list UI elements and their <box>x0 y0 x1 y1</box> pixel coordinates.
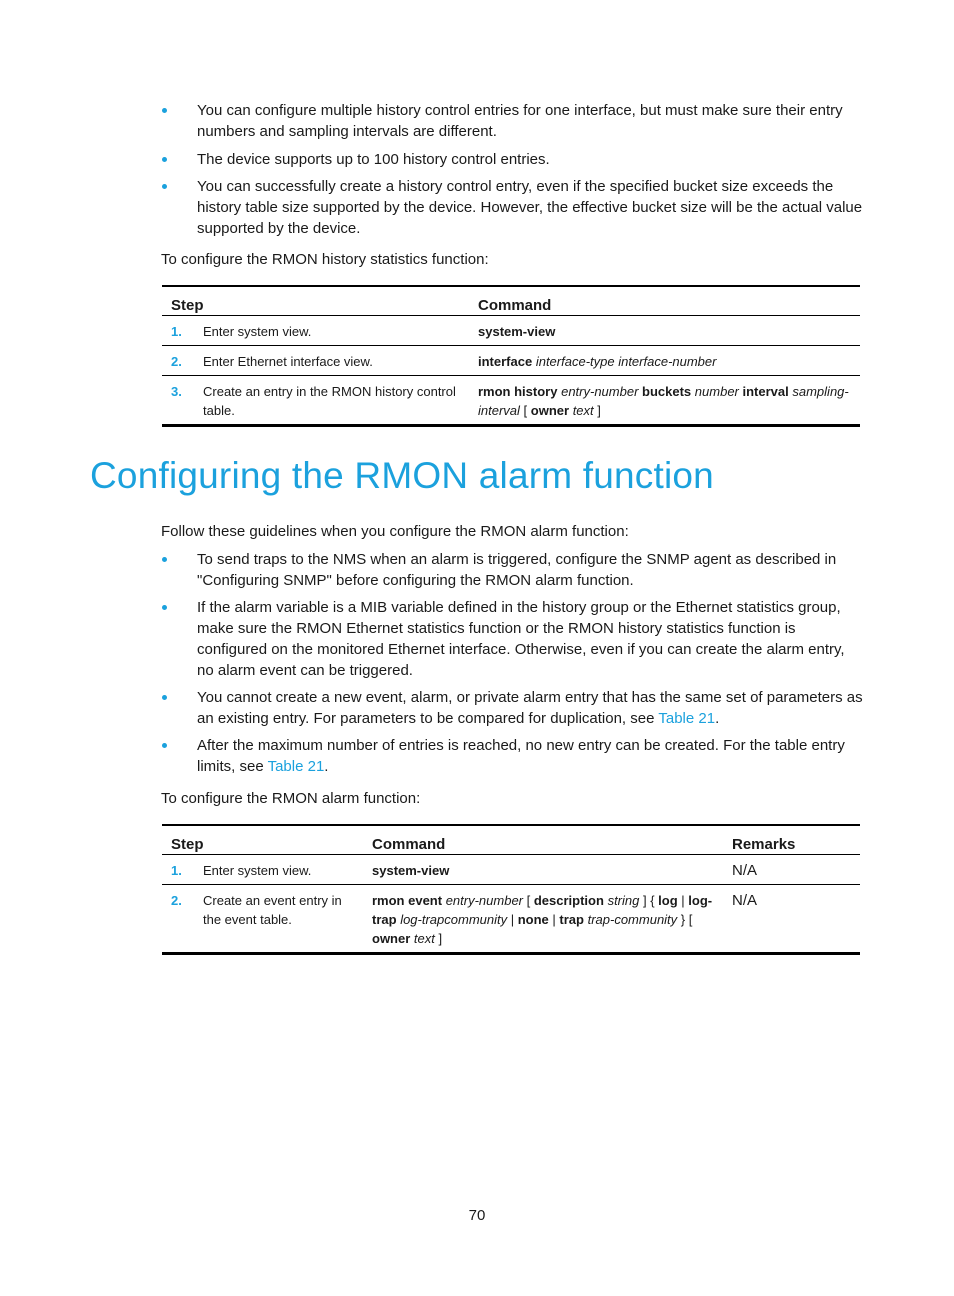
command-keyword: system-view <box>372 863 450 878</box>
command-punctuation: ] <box>434 931 443 946</box>
command-argument: entry-number <box>561 384 639 399</box>
list-item <box>161 735 864 777</box>
remarks-cell: N/A <box>723 885 860 954</box>
step <box>171 891 355 929</box>
alarm-config-table <box>162 824 860 955</box>
bullet-icon <box>162 605 167 610</box>
command-keyword: rmon history <box>478 384 558 399</box>
command-keyword: owner <box>372 931 411 946</box>
command-punctuation: ] <box>593 403 601 418</box>
command-cell <box>469 376 860 426</box>
command-cell <box>363 855 723 885</box>
command-keyword: log-trap <box>372 893 713 927</box>
list-item-text-end: . <box>715 710 720 727</box>
command-argument: sampling-interval <box>478 384 849 418</box>
list-item-text: If the alarm variable is a MIB variable defined in the history group or the Ethernet statistics group, make sure the RMON Ethernet statistics function or the RMON history statistics function is configured on the monitored Ethernet interface. Otherwise, even if you can create the alarm entry, no alarm event can be triggered. <box>197 599 845 679</box>
command-argument: text <box>413 931 435 946</box>
list-item-text: To send traps to the NMS when an alarm is triggered, configure the SNMP agent as described in "Configuring SNMP" before configuring the RMON alarm function. <box>197 551 837 589</box>
history-intro: To configure the RMON history statistics function: <box>161 251 489 268</box>
alarm-guidelines-list <box>161 549 864 783</box>
list-item <box>161 549 864 591</box>
table-row <box>162 376 860 426</box>
step-cell <box>162 885 363 954</box>
step-number: 2. <box>171 893 182 908</box>
command-punctuation: [ <box>523 893 534 908</box>
bullet-icon <box>162 108 167 113</box>
command-argument: log-trapcommunity <box>400 912 508 927</box>
step-description: Create an entry in the RMON history control table. <box>203 384 456 418</box>
step-description: Create an event entry in the event table. <box>203 893 342 927</box>
table-row <box>162 855 860 885</box>
list-item: The device supports up to 100 history control entries. <box>161 149 864 170</box>
step-cell <box>162 376 469 426</box>
column-header-command: Command <box>363 825 723 855</box>
bullet-icon <box>162 157 167 162</box>
table-row <box>162 885 860 954</box>
alarm-guidelines-intro: Follow these guidelines when you configure the RMON alarm function: <box>161 523 629 540</box>
command-keyword: owner <box>530 403 570 418</box>
step-cell <box>162 316 469 346</box>
list-item: You can successfully create a history control entry, even if the specified bucket size exceeds the history table size supported by the device. However, the effective bucket size will be the actual value supported by the device. <box>161 176 864 239</box>
bullet-icon <box>162 743 167 748</box>
command-cell <box>469 346 860 376</box>
command-keyword: interface <box>478 354 533 369</box>
column-header-command: Command <box>469 286 860 316</box>
bullet-icon <box>162 184 167 189</box>
command-keyword: buckets <box>642 384 692 399</box>
step <box>171 352 461 371</box>
table-row <box>162 346 860 376</box>
command-cell <box>363 885 723 954</box>
command-argument: trap-community <box>587 912 678 927</box>
command-punctuation: | <box>507 912 518 927</box>
step-description: Enter system view. <box>203 324 312 339</box>
command-cell <box>469 316 860 346</box>
history-config-table <box>162 285 860 427</box>
table-21-link[interactable]: Table 21 <box>267 758 325 775</box>
column-header-remarks: Remarks <box>723 825 860 855</box>
table-21-link[interactable]: Table 21 <box>658 710 716 727</box>
alarm-intro: To configure the RMON alarm function: <box>161 790 421 807</box>
command-argument: entry-number <box>445 893 524 908</box>
list-item: You can configure multiple history control entries for one interface, but must make sure their entry numbers and sampling intervals are different. <box>161 100 864 142</box>
command-punctuation: ] { <box>639 893 659 908</box>
step-description: Enter system view. <box>203 863 312 878</box>
list-item <box>161 597 864 681</box>
table-row <box>162 316 860 346</box>
command-argument: interface-type interface-number <box>535 354 717 369</box>
list-item-text: After the maximum number of entries is reached, no new entry can be created. For the table entry limits, see <box>197 737 845 775</box>
command-punctuation: } [ <box>677 912 696 927</box>
column-header-step: Step <box>162 286 469 316</box>
list-item-text: You cannot create a new event, alarm, or private alarm entry that has the same set of parameters as an existing entry. For parameters to be compared for duplication, see <box>197 689 863 727</box>
command-punctuation: [ <box>519 403 531 418</box>
history-guidelines-list <box>161 100 864 239</box>
bullet-icon <box>162 695 167 700</box>
step-number: 3. <box>171 384 182 399</box>
command-keyword: description <box>533 893 604 908</box>
step <box>171 322 461 341</box>
step-cell <box>162 346 469 376</box>
command-keyword: none <box>517 912 549 927</box>
step <box>171 382 461 420</box>
command-keyword: system-view <box>478 324 556 339</box>
step-description: Enter Ethernet interface view. <box>203 354 373 369</box>
section-heading: Configuring the RMON alarm function <box>90 455 714 496</box>
command-argument: number <box>694 384 739 399</box>
bullet-icon <box>162 557 167 562</box>
command-argument: text <box>572 403 594 418</box>
list-item <box>161 687 864 729</box>
column-header-step: Step <box>162 825 363 855</box>
step-cell <box>162 855 363 885</box>
command-punctuation: | <box>548 912 560 927</box>
command-keyword: trap <box>559 912 584 927</box>
command-keyword: interval <box>742 384 789 399</box>
step-number: 1. <box>171 324 182 339</box>
step-number: 2. <box>171 354 182 369</box>
page-number: 70 <box>468 1207 486 1224</box>
command-keyword: log <box>658 893 678 908</box>
list-item-text-end: . <box>324 758 329 775</box>
command-keyword: rmon event <box>372 893 443 908</box>
command-punctuation: | <box>677 893 689 908</box>
step-number: 1. <box>171 863 182 878</box>
step <box>171 861 355 880</box>
command-argument: string <box>607 893 640 908</box>
remarks-cell: N/A <box>723 855 860 885</box>
